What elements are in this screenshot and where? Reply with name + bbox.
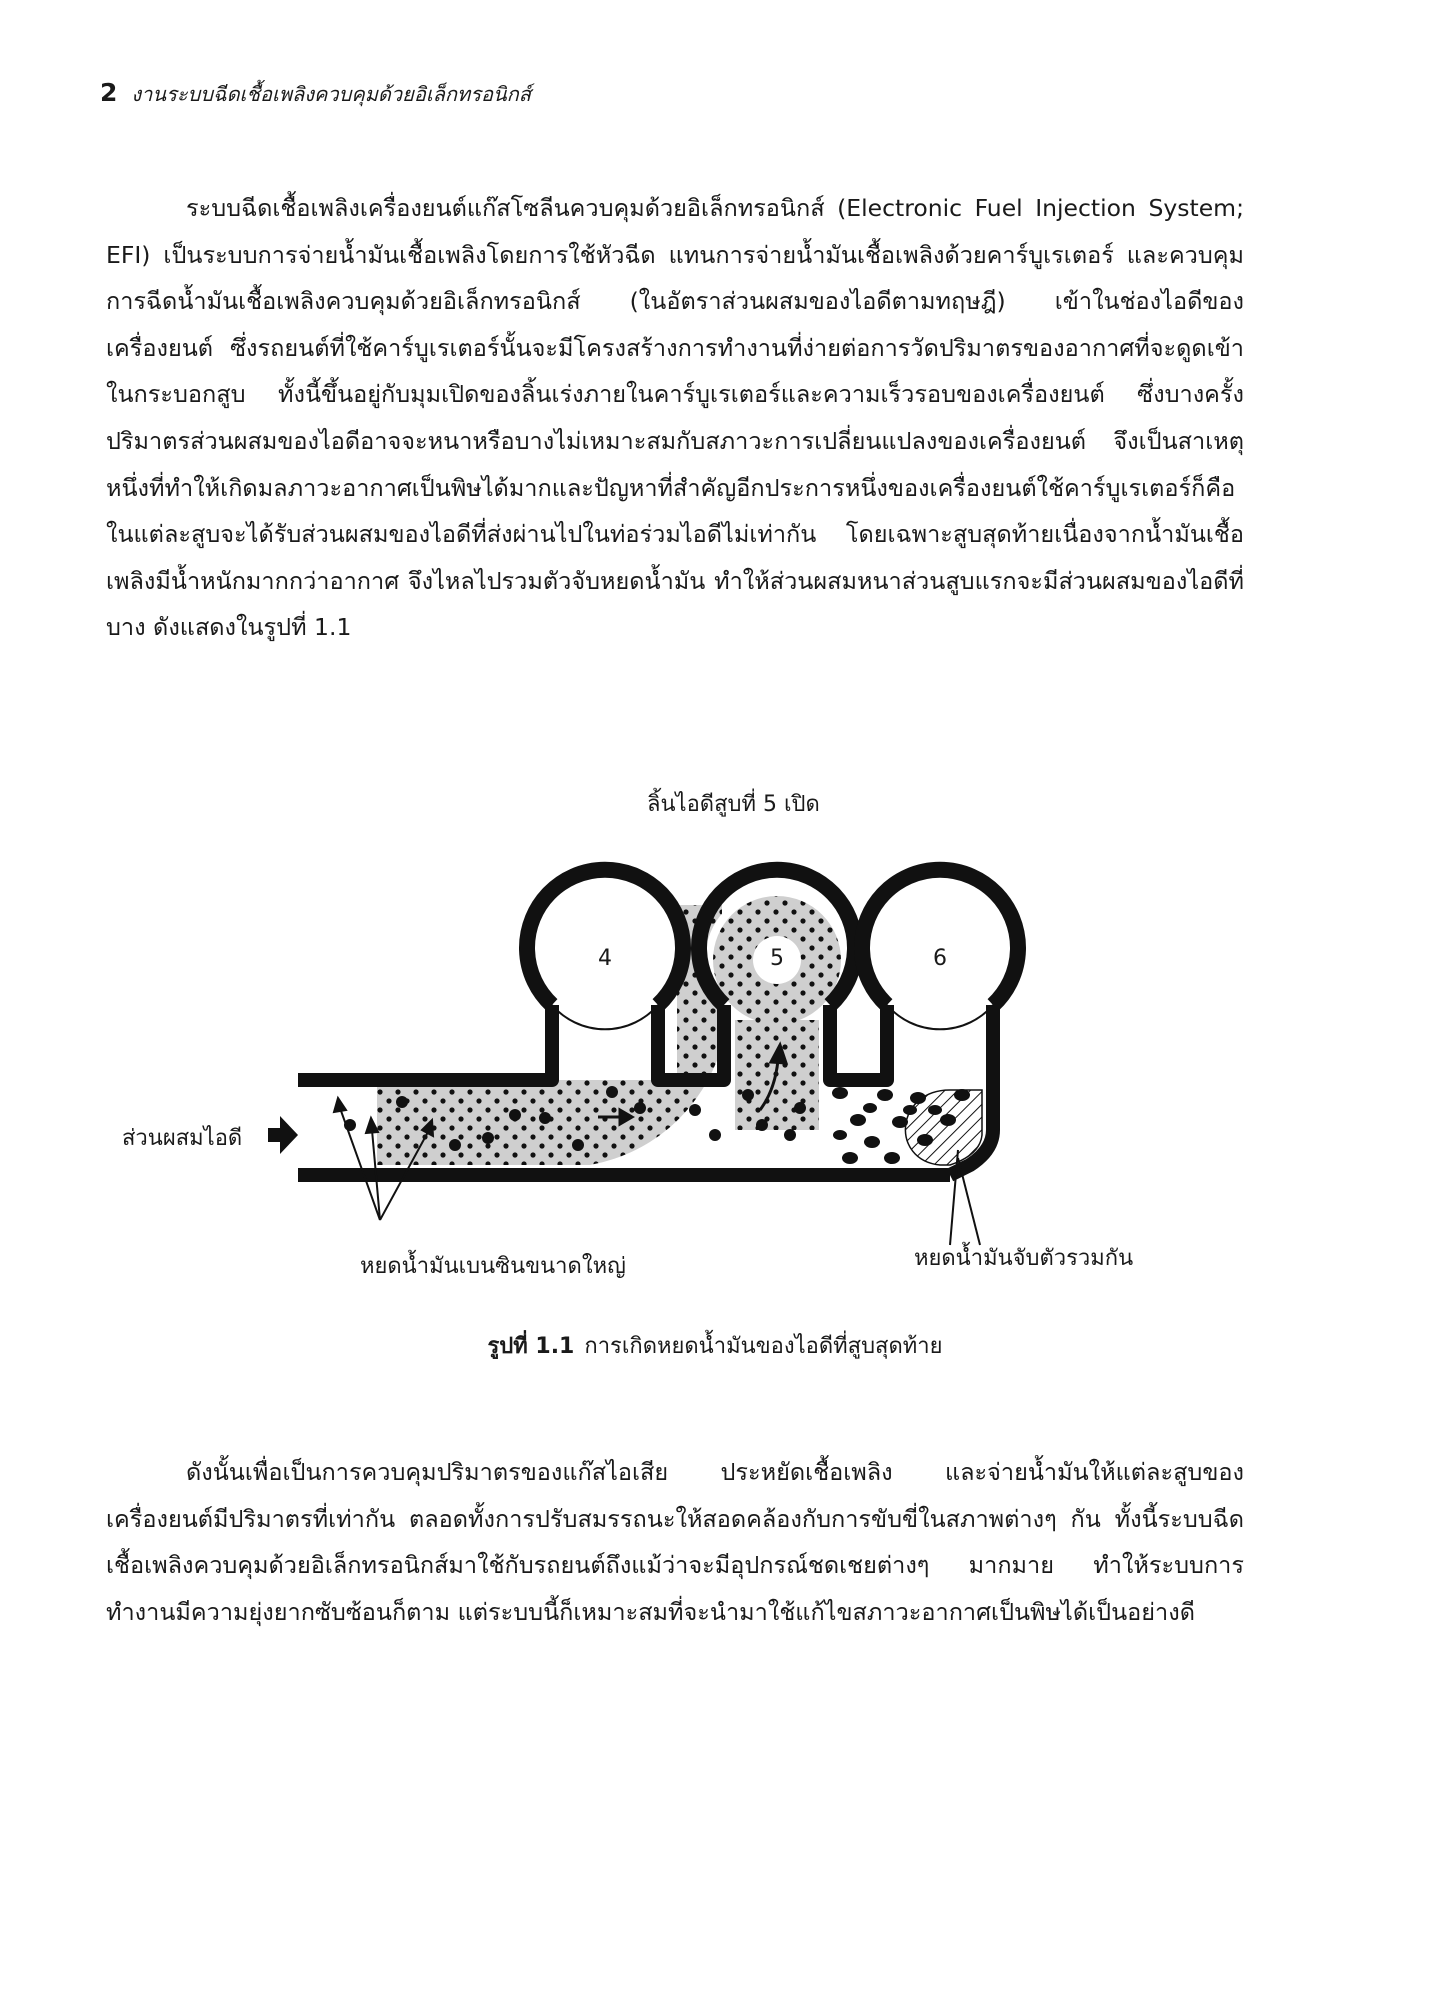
page-header	[100, 78, 531, 112]
large-droplets-label: หยดน้ำมันเบนซินขนาดใหญ่	[360, 1254, 626, 1279]
figure-caption	[0, 1328, 1430, 1363]
intake-manifold-figure	[122, 790, 1150, 1310]
caption-label: รูปที่ 1.1	[487, 1334, 575, 1359]
manifold-top-wall-left	[298, 1005, 552, 1080]
body-paragraph-2: ดังนั้นเพื่อเป็นการควบคุมปริมาตรของแก๊สไอเสีย ประหยัดเชื้อเพลิง และจ่ายน้ำมันให้แต่ละสูบของเครื่องยนต์มีปริมาตรที่เท่ากัน ตลอดทั้งการปรับสมรรถนะให้สอดคล้องกับการขับขี่ในสภาพต่างๆ กัน ทั้งนี้ระบบฉีดเชื้อเพลิงควบคุมด้วยอิเล็กทรอนิกส์มาใช้กับรถยนต์ถึงแม้ว่าจะมีอุปกรณ์ชดเชยต่างๆ มากมาย ทำให้ระบบการทำงานมีความยุ่งยากซับซ้อนก็ตาม แต่ระบบนี้ก็เหมาะสมที่จะนำมาใช้แก้ไขสภาวะอากาศเป็นพิษได้เป็นอย่างดี	[106, 1458, 1244, 1626]
caption-text: การเกิดหยดน้ำมันของไอดีที่สูบสุดท้าย	[584, 1334, 943, 1359]
page-number: 2	[100, 78, 118, 107]
manifold-top-wall-right	[830, 1005, 887, 1080]
inlet-arrow-icon	[268, 1116, 298, 1154]
valve-open-label: ลิ้นไอดีสูบที่ 5 เปิด	[647, 792, 820, 817]
intake-manifold-drawing	[150, 790, 1150, 1310]
running-title: งานระบบฉีดเชื้อเพลิงควบคุมด้วยอิเล็กทรอนิกส์	[131, 82, 531, 106]
cylinder-number-4: 4	[598, 946, 612, 971]
droplets-merge-label: หยดน้ำมันจับตัวรวมกัน	[914, 1246, 1134, 1271]
cylinder-number-5: 5	[770, 946, 784, 971]
mixture-label: ส่วนผสมไอดี	[122, 1126, 243, 1151]
cylinder-number-6: 6	[933, 946, 947, 971]
body-paragraph-1: ระบบฉีดเชื้อเพลิงเครื่องยนต์แก๊สโซลีนควบคุมด้วยอิเล็กทรอนิกส์ (Electronic Fuel Injection System; EFI) เป็นระบบการจ่ายน้ำมันเชื้อเพลิงโดยการใช้หัวฉีด แทนการจ่ายน้ำมันเชื้อเพลิงด้วยคาร์บูเรเตอร์ และควบคุมการฉีดน้ำมันเชื้อเพลิงควบคุมด้วยอิเล็กทรอนิกส์ (ในอัตราส่วนผสมของไอดีตามทฤษฎี) เข้าในช่องไอดีของเครื่องยนต์ ซึ่งรถยนต์ที่ใช้คาร์บูเรเตอร์นั้นจะมีโครงสร้างการทำงานที่ง่ายต่อการวัดปริมาตรของอากาศที่จะดูดเข้าในกระบอกสูบ ทั้งนี้ขึ้นอยู่กับมุมเปิดของลิ้นเร่งภายในคาร์บูเรเตอร์และความเร็วรอบของเครื่องยนต์ ซึ่งบางครั้งปริมาตรส่วนผสมของไอดีอาจจะหนาหรือบางไม่เหมาะสมกับสภาวะการเปลี่ยนแปลงของเครื่องยนต์ จึงเป็นสาเหตุหนึ่งที่ทำให้เกิดมลภาวะอากาศเป็นพิษได้มากและปัญหาที่สำคัญอีกประการหนึ่งของเครื่องยนต์ใช้คาร์บูเรเตอร์ก็คือ ในแต่ละสูบจะได้รับส่วนผสมของไอดีที่ส่งผ่านไปในท่อร่วมไอดีไม่เท่ากัน โดยเฉพาะสูบสุดท้ายเนื่องจากน้ำมันเชื้อเพลิงมีน้ำหนักมากกว่าอากาศ จึงไหลไปรวมตัวจับหยดน้ำมัน ทำให้ส่วนผสมหนาส่วนสูบแรกจะมีส่วนผสมของไอดีที่บาง ดังแสดงในรูปที่ 1.1	[106, 194, 1244, 642]
